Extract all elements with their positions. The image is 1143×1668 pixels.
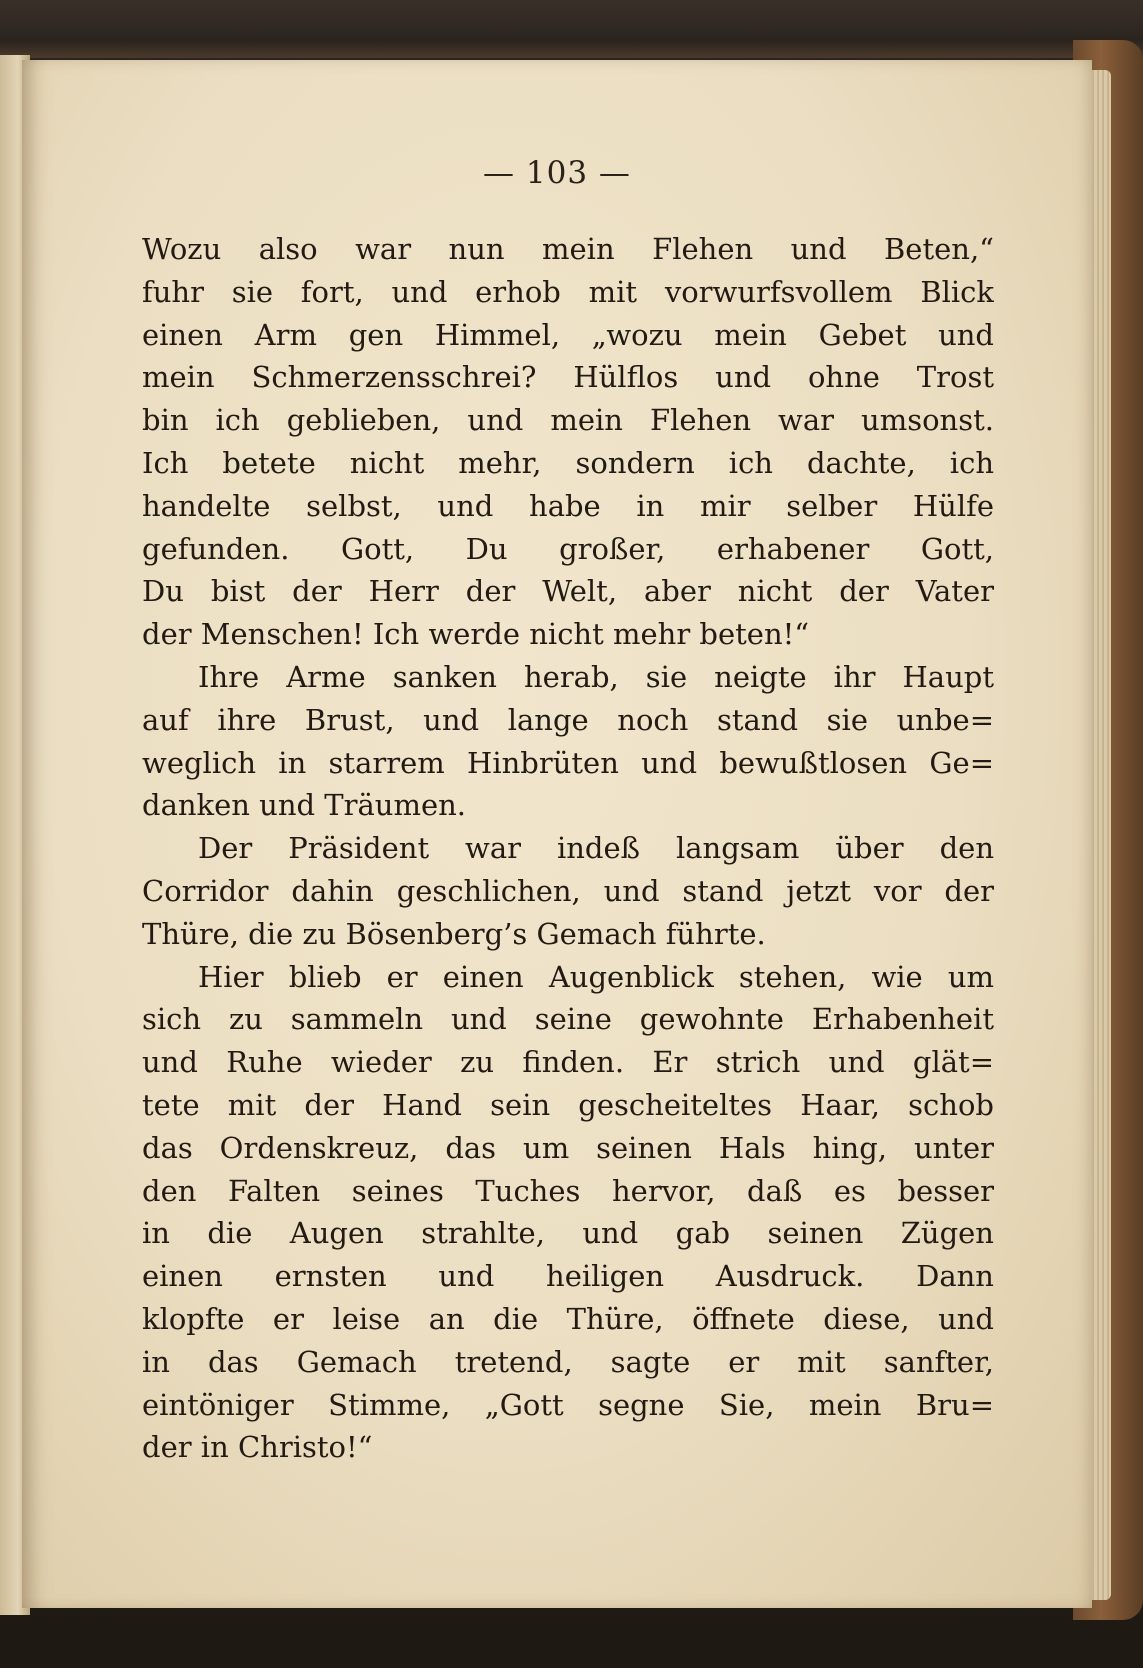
text-line: Thüre, die zu Bösenberg’s Gemach führte.: [142, 916, 766, 951]
text-line: weglich in starrem Hinbrüten und bewußtlosen Ge=: [142, 745, 994, 780]
text-line: Du bist der Herr der Welt, aber nicht der Vater: [142, 574, 994, 609]
text-line: handelte selbst, und habe in mir selber Hülfe: [142, 488, 994, 523]
text-line: fuhr sie fort, und erhob mit vorwurfsvollem Blick: [142, 274, 994, 309]
page-number: — 103 —: [483, 155, 631, 191]
text-line: mein Schmerzensschrei? Hülflos und ohne Trost: [142, 360, 994, 395]
text-line: sich zu sammeln und seine gewohnte Erhabenheit: [142, 1002, 994, 1037]
text-line: das Ordenskreuz, das um seinen Hals hing, unter: [142, 1130, 994, 1165]
text-line: der in Christo!“: [142, 1430, 373, 1465]
book-cover-top: [0, 0, 1143, 58]
text-line: Ihre Arme sanken herab, sie neigte ihr Haupt: [198, 659, 994, 694]
text-line: klopfte er leise an die Thüre, öffnete diese, und: [142, 1301, 994, 1336]
text-line: danken und Träumen.: [142, 788, 467, 823]
text-line: gefunden. Gott, Du großer, erhabener Gott,: [142, 531, 994, 566]
text-line: Hier blieb er einen Augenblick stehen, wie um: [198, 959, 994, 994]
book-page: [22, 60, 1092, 1608]
text-line: in die Augen strahlte, und gab seinen Zügen: [142, 1216, 994, 1251]
text-line: den Falten seines Tuches hervor, daß es besser: [142, 1173, 994, 1208]
text-line: Wozu also war nun mein Flehen und Beten,“: [142, 232, 994, 266]
text-line: und Ruhe wieder zu finden. Er strich und glät=: [142, 1045, 994, 1080]
text-line: in das Gemach tretend, sagte er mit sanfter,: [142, 1344, 994, 1379]
page-text-body: [142, 228, 994, 1469]
text-line: tete mit der Hand sein gescheiteltes Haar, schob: [142, 1087, 994, 1122]
text-line: einen Arm gen Himmel, „wozu mein Gebet und: [142, 317, 994, 352]
text-line: eintöniger Stimme, „Gott segne Sie, mein Bru=: [142, 1387, 994, 1422]
text-line: der Menschen! Ich werde nicht mehr beten!“: [142, 617, 810, 652]
text-line: Der Präsident war indeß langsam über den: [198, 831, 994, 866]
text-line: bin ich geblieben, und mein Flehen war umsonst.: [142, 403, 994, 438]
text-line: einen ernsten und heiligen Ausdruck. Dann: [142, 1259, 994, 1294]
text-line: Ich betete nicht mehr, sondern ich dachte, ich: [142, 445, 994, 480]
text-line: auf ihre Brust, und lange noch stand sie unbe=: [142, 702, 994, 737]
text-line: Corridor dahin geschlichen, und stand jetzt vor der: [142, 873, 994, 908]
